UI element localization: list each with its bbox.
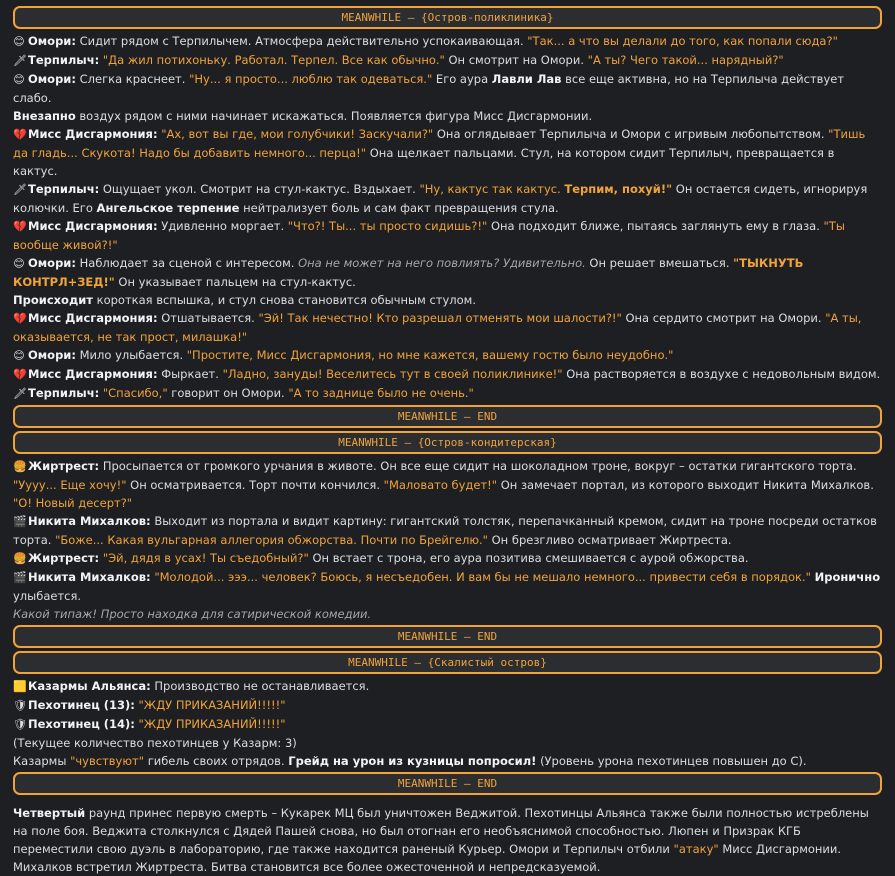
log-line: 💔Мисс Дисгармония: Отшатывается. "Эй! Так нечестно! Кто разрешал отменять мои шалости?!" Она сердито смотрит на Омори. "А ты, оказывается, не так прост, милашка!" (13, 311, 862, 344)
smile-icon: 😊 (13, 257, 25, 270)
log-section-confectionery (13, 457, 882, 623)
log-line: 💔Мисс Дисгармония: "Ах, вот вы где, мои голубчики! Заскучали?" Она оглядывает Терпилыча и Омори с игривым любопытством. "Тишь да гладь... Скукота! Надо бы добавить немного... перца!" Она щелкает пальцами. Стул, на котором сидит Терпилыч, превращается в кактус. (13, 127, 866, 178)
banner-end: MEANWHILE – END (13, 625, 882, 648)
log-line: (Текущее количество пехотинцев у Казарм: 3) (13, 736, 297, 750)
log-line: 😊 Омори: Мило улыбается. "Простите, Мисс Дисгармония, но мне кажется, вашему гостю было неудобно." (13, 346, 882, 365)
heart-icon: 💔 (13, 220, 27, 233)
log-line: Происходит короткая вспышка, и стул снова становится обычным стулом. (13, 293, 477, 307)
log-line: 💔Мисс Дисгармония: Фыркает. "Ладно, зануды! Веселитесь тут в своей поликлинике!" Она растворяется в воздухе с недовольным видом. (13, 365, 882, 384)
burger-icon: 🍔 (13, 552, 27, 565)
heart-icon: 💔 (13, 312, 27, 325)
yellow-square-icon: 🟨 (13, 680, 27, 693)
sword-icon: 🗡 (13, 387, 27, 400)
log-line: 💔Мисс Дисгармония: Удивленно моргает. "Что?! Ты... ты просто сидишь?!" Она подходит ближе, пытаясь заглянуть ему в глаза. "Ты вообще живой?!" (13, 219, 845, 252)
log-line: 😊 Омори: Наблюдает за сценой с интересом. Она не может на него повлиять? Удивительно. Он решает вмешаться. "ТЫКНУТЬ КОНТРЛ+ЗЕД!" Он указывает пальцем на стул-кактус. (13, 256, 804, 289)
smile-icon: 😊 (13, 73, 25, 86)
log-line: 🍔Жиртрест: "Эй, дядя в усах! Ты съедобный?" Он встает с трона, его аура позитива смешивается с аурой обжорства. (13, 549, 882, 568)
log-line: 🎬Никита Михалков: "Молодой... эээ... человек? Боюсь, я несъедобен. И вам бы не мешало немного... привести себя в порядок." Иронично улыбается. (13, 570, 881, 603)
banner-rocky: MEANWHILE – {Скалистый остров} (13, 651, 882, 674)
log-line: 🍔Жиртрест: Просыпается от громкого урчания в животе. Он все еще сидит на шоколадном троне, вокруг – остатки гигантского торта. "Уууу... Еще хочу!" Он осматривается. Торт почти кончился. "Маловато будет!" Он замечает портал, из которого выходит Никита Михалков. "О! Новый десерт?" (13, 459, 874, 510)
smile-icon: 😊 (13, 35, 25, 48)
log-line: 🛡Пехотинец (13): "ЖДУ ПРИКАЗАНИЙ!!!!!" (13, 696, 882, 715)
log-section-hospital (13, 32, 882, 403)
log-line: 🗡Терпилыч: Ощущает укол. Смотрит на стул-кактус. Вздыхает. "Ну, кактус так кактус. Терпим, похуй!" Он остается сидеть, игнорируя колючки. Его Ангельское терпение нейтрализует боль и сам факт превращения стула. (13, 182, 868, 215)
sword-icon: 🗡 (13, 183, 27, 196)
log-line: 😊 Омори: Сидит рядом с Терпилычем. Атмосфера действительно успокаивающая. "Так... а что вы делали до того, как попали сюда?" (13, 32, 882, 51)
banner-confectionery: MEANWHILE – {Остров-кондитерская} (13, 431, 882, 454)
log-section-rocky (13, 677, 882, 770)
log-line: 🛡Пехотинец (14): "ЖДУ ПРИКАЗАНИЙ!!!!!" (13, 715, 882, 734)
shield-icon: 🛡 (13, 699, 27, 712)
log-line: 🗡Терпилыч: "Да жил потихоньку. Работал. Терпел. Все как обычно." Он смотрит на Омори. "А ты? Чего такой... нарядный?" (13, 51, 882, 70)
log-line: 😊 Омори: Слегка краснеет. "Ну... я просто... люблю так одеваться." Его аура Лавли Лав все еще активна, но на Терпилыча действует слабо. (13, 72, 845, 105)
heart-icon: 💔 (13, 368, 27, 381)
banner-hospital: MEANWHILE – {Остров-поликлиника} (13, 6, 882, 29)
log-line: 🟨Казармы Альянса: Производство не останавливается. (13, 677, 882, 696)
log-line: Казармы "чувствуют" гибель своих отрядов. Грейд на урон из кузницы попросил! (Уровень урона пехотинцев повышен до С). (13, 754, 807, 768)
log-line: 🎬Никита Михалков: Выходит из портала и видит картину: гигантский толстяк, перепачканный кремом, сидит на троне посреди остатков торта. "Боже... Какая вульгарная аллегория обжорства. Почти по Брейгелю." Он брезгливо осматривает Жиртреста. (13, 514, 877, 547)
heart-icon: 💔 (13, 128, 27, 141)
log-line: Внезапно воздух рядом с ними начинает искажаться. Появляется фигура Мисс Дисгармонии. (13, 109, 593, 123)
log-line: Какой типаж! Просто находка для сатирической комедии. (13, 607, 372, 621)
log-line: 🗡Терпилыч: "Спасибо," говорит он Омори. "А то заднице было не очень." (13, 384, 882, 403)
smile-icon: 😊 (13, 349, 25, 362)
burger-icon: 🍔 (13, 460, 27, 473)
clapper-icon: 🎬 (13, 571, 27, 584)
sword-icon: 🗡 (13, 54, 27, 67)
shield-icon: 🛡 (13, 718, 27, 731)
banner-end: MEANWHILE – END (13, 405, 882, 428)
round-summary: Четвертый раунд принес первую смерть – Кукарек МЦ был уничтожен Веджитой. Пехотинцы Альянса также были полностью истреблены на поле боя. Веджита столкнулся с Дядей Пашей снова, но был отогнан его необъяснимой способностью. Люпен и Призрак КГБ переместили свою дуэль в лабораторию, где также находится раненый Курьер. Омори и Терпилыч отбили "атаку" Мисс Дисгармонии. Михалков встретил Жиртреста. Битва становится все более ожесточенной и непредсказуемой. (13, 806, 869, 874)
clapper-icon: 🎬 (13, 515, 27, 528)
banner-end: MEANWHILE – END (13, 772, 882, 795)
